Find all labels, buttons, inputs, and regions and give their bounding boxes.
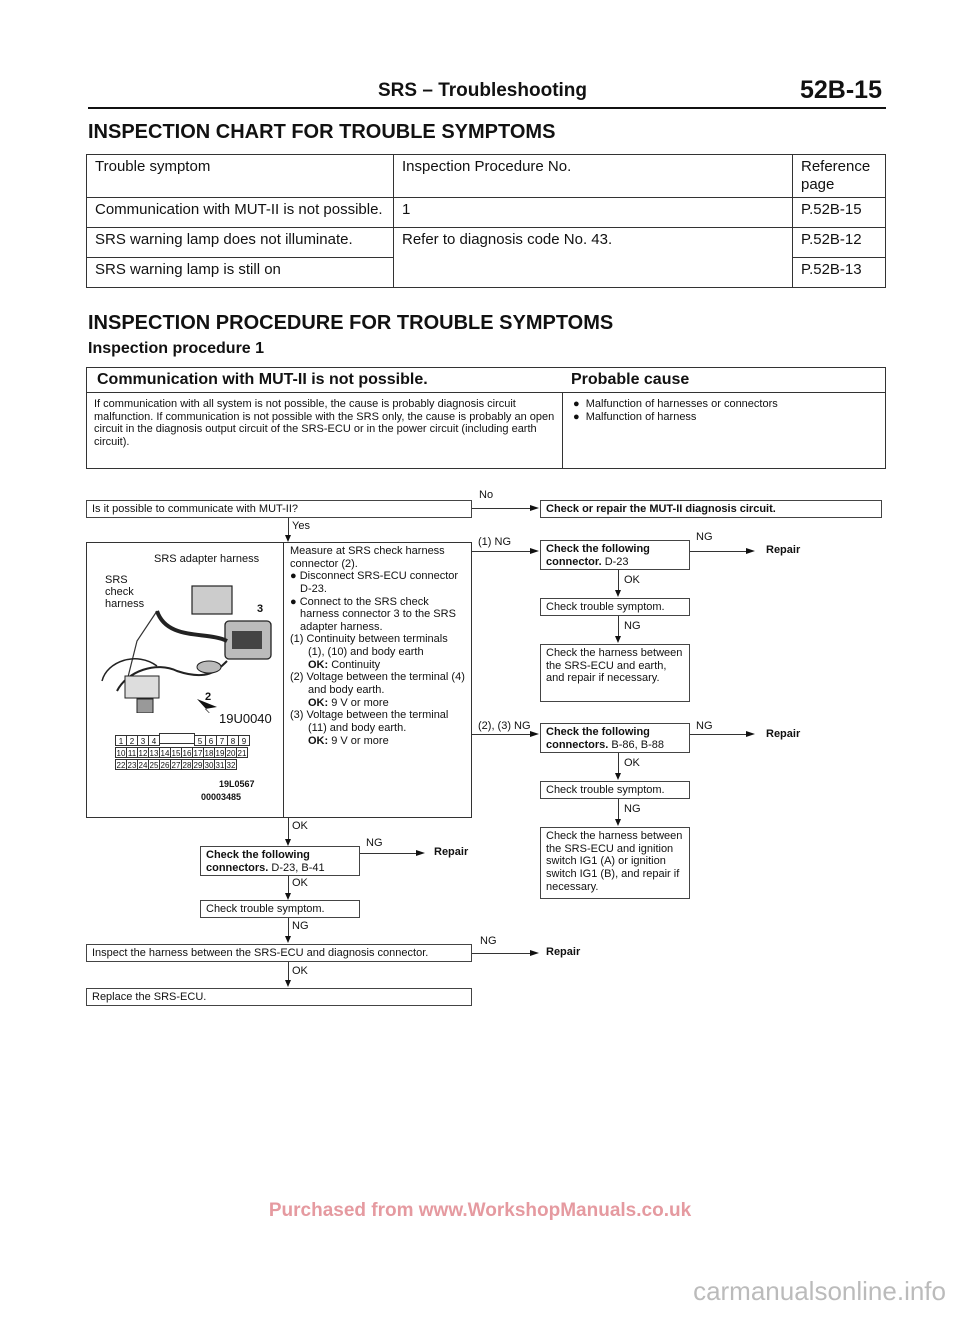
table-cell: Refer to diagnosis code No. 43.	[394, 228, 793, 288]
check-trouble-symptom: Check trouble symptom.	[540, 598, 690, 616]
connector-line	[618, 616, 619, 637]
figure-label-check: SRS check harness	[105, 574, 145, 611]
divider	[562, 392, 563, 468]
inspect-harness-diagnosis: Inspect the harness between the SRS-ECU and diagnosis connector.	[86, 944, 472, 962]
pin: 19	[215, 749, 225, 758]
replace-srs-ecu: Replace the SRS-ECU.	[86, 988, 472, 1006]
arrow-down-icon	[285, 980, 291, 987]
label-ng-1: (1) NG	[478, 536, 511, 548]
pin: 4	[148, 735, 160, 746]
label-ng: NG	[480, 935, 497, 947]
arrow-right-icon	[746, 548, 755, 554]
pin: 18	[204, 749, 214, 758]
connector-line	[288, 876, 289, 894]
check-connector-d23: Check the following connector. D-23	[540, 540, 690, 570]
check-connectors-b86-b88: Check the following connectors. B-86, B-88	[540, 723, 690, 753]
procedure-box	[86, 367, 886, 469]
label-ok: OK	[292, 820, 308, 832]
pin: 27	[171, 761, 181, 770]
section-title: SRS – Troubleshooting	[378, 80, 588, 101]
connector-pin-row-3	[115, 755, 236, 773]
step-check: (1) Continuity between terminals (1), (10) and body earth	[290, 633, 448, 659]
connector-line	[472, 734, 530, 735]
label-ng: NG	[696, 531, 713, 543]
figure-label-2: 2	[205, 691, 212, 703]
repair-label: Repair	[546, 946, 581, 958]
header-rule	[88, 107, 886, 109]
connector-line	[360, 853, 416, 854]
table-cell: SRS warning lamp is still on	[87, 258, 394, 288]
check-connectors-d23-b41: Check the following connectors. D-23, B-41	[200, 846, 360, 876]
footer-link[interactable]: Purchased from www.WorkshopManuals.co.uk	[268, 1200, 692, 1221]
divider	[283, 543, 284, 817]
arrow-down-icon	[285, 936, 291, 943]
pin: 22	[116, 761, 126, 770]
pin: 11	[127, 749, 137, 758]
step-ok: OK: Continuity	[308, 658, 381, 671]
pin: 24	[138, 761, 148, 770]
repair-label: Repair	[766, 728, 801, 740]
step-check: (2) Voltage between the terminal (4) and body earth.	[290, 671, 465, 697]
pin: 14	[160, 749, 170, 758]
table-cell: P.52B-15	[793, 198, 886, 228]
check-trouble-symptom: Check trouble symptom.	[540, 781, 690, 799]
pin: 21	[237, 749, 247, 758]
harness-illustration	[97, 581, 277, 713]
check-harness-ignition: Check the harness between the SRS-ECU and ignition switch IG1 (A) or ignition switch IG1 (B), and repair if necessary.	[540, 827, 690, 899]
step-bullet: ● Disconnect SRS-ECU connector D-23.	[290, 570, 459, 595]
pin: 5	[194, 735, 206, 746]
table-cell: P.52B-12	[793, 228, 886, 258]
pin: 29	[193, 761, 203, 770]
connector-line	[288, 962, 289, 981]
figure-code: 00003485	[201, 792, 242, 802]
pin: 3	[137, 735, 149, 746]
table-cell: Communication with MUT-II is not possible.	[87, 198, 394, 228]
pin: 8	[227, 735, 239, 746]
procedure-title: Communication with MUT-II is not possible.	[97, 371, 428, 388]
pin: 16	[182, 749, 192, 758]
connector-line	[618, 753, 619, 774]
pin: 26	[160, 761, 170, 770]
pin: 23	[127, 761, 137, 770]
arrow-down-icon	[285, 839, 291, 846]
pin: 10	[116, 749, 126, 758]
label-ok: OK	[292, 877, 308, 889]
connector-line	[288, 518, 289, 536]
connector-line	[288, 918, 289, 937]
page-number: 52B-15	[800, 76, 882, 104]
pin: 20	[226, 749, 236, 758]
figure-label-adapter: SRS adapter harness	[154, 553, 260, 565]
label-ng: NG	[624, 803, 641, 815]
arrow-right-icon	[530, 950, 539, 956]
step-check: (3) Voltage between the terminal (11) and body earth.	[290, 709, 449, 734]
pin: 32	[226, 761, 236, 770]
probable-cause-list	[573, 398, 873, 423]
table-cell: SRS warning lamp does not illuminate.	[87, 228, 394, 258]
connector-line	[690, 551, 746, 552]
flow-question-mut: Is it possible to communicate with MUT-II?	[86, 500, 472, 518]
label-yes: Yes	[292, 520, 310, 532]
arrow-down-icon	[285, 535, 291, 542]
label-ng: NG	[292, 920, 309, 932]
pin: 25	[149, 761, 159, 770]
procedure-description: If communication with all system is not possible, the cause is probably diagnosis circuit malfunction. If communication is not possible with the SRS only, the cause is probably an open circuit in the diagnosis output circuit of the SRS-ECU or in the power circuit (including earth circuit).	[94, 398, 555, 448]
list-item: ● Malfunction of harness	[573, 410, 697, 423]
arrow-down-icon	[615, 773, 621, 780]
step-bullet: ● Connect to the SRS check harness connector 3 to the SRS adapter harness.	[290, 595, 456, 633]
figure-code: 19L0567	[219, 779, 255, 789]
col-header-symptom: Trouble symptom	[87, 155, 394, 198]
trouble-symptom-table	[86, 154, 886, 288]
step-intro: Measure at SRS check harness connector (2).	[290, 545, 445, 570]
arrow-right-icon	[530, 548, 539, 554]
pin: 31	[215, 761, 225, 770]
repair-label: Repair	[434, 846, 469, 858]
measurement-steps	[290, 545, 466, 747]
step-ok: OK: 9 V or more	[308, 734, 389, 747]
pin: 15	[171, 749, 181, 758]
arrow-down-icon	[285, 893, 291, 900]
pin: 17	[193, 749, 203, 758]
col-header-reference: Reference page	[793, 155, 886, 198]
check-trouble-symptom: Check trouble symptom.	[200, 900, 360, 918]
col-header-procedure: Inspection Procedure No.	[394, 155, 793, 198]
figure-code: 19U0040	[219, 711, 272, 726]
arrow-down-icon	[615, 819, 621, 826]
pin: 9	[238, 735, 250, 746]
label-ok: OK	[624, 757, 640, 769]
check-mut-circuit: Check or repair the MUT-II diagnosis circuit.	[540, 500, 882, 518]
label-ng: NG	[696, 720, 713, 732]
chart-heading: INSPECTION CHART FOR TROUBLE SYMPTOMS	[88, 121, 556, 143]
arrow-right-icon	[530, 731, 539, 737]
connector-line	[618, 799, 619, 820]
connector-line	[472, 953, 530, 954]
repair-label: Repair	[766, 544, 801, 556]
connector-line	[288, 818, 289, 840]
connector-line	[618, 570, 619, 591]
label-ng: NG	[624, 620, 641, 632]
arrow-right-icon	[746, 731, 755, 737]
label-ok: OK	[292, 965, 308, 977]
list-item: ● Malfunction of harnesses or connectors	[573, 398, 778, 410]
label-no: No	[479, 489, 494, 501]
measurement-box	[86, 542, 472, 818]
table-cell: 1	[394, 198, 793, 228]
pin: 6	[205, 735, 217, 746]
pin: 7	[216, 735, 228, 746]
arrow-right-icon	[416, 850, 425, 856]
pin: 12	[138, 749, 148, 758]
step-ok: OK: 9 V or more	[308, 696, 389, 709]
arrow-right-icon	[530, 505, 539, 511]
connector-line	[690, 734, 746, 735]
figure-label-3: 3	[257, 603, 264, 615]
label-ng: NG	[366, 837, 383, 849]
arrow-down-icon	[615, 636, 621, 643]
arrow-down-icon	[615, 590, 621, 597]
pin: 2	[126, 735, 138, 746]
pin: 13	[149, 749, 159, 758]
table-cell: P.52B-13	[793, 258, 886, 288]
pin: 1	[115, 735, 127, 746]
label-ng-2-3: (2), (3) NG	[478, 720, 531, 732]
label-ok: OK	[624, 574, 640, 586]
pin: 28	[182, 761, 192, 770]
pin: 30	[204, 761, 214, 770]
procedure-subheading: Inspection procedure 1	[88, 340, 265, 357]
watermark: carmanualsonline.info	[693, 1276, 946, 1306]
probable-cause-title: Probable cause	[571, 371, 690, 388]
divider	[87, 392, 885, 393]
check-harness-earth: Check the harness between the SRS-ECU and earth, and repair if necessary.	[540, 644, 690, 702]
connector-line	[472, 551, 530, 552]
procedure-heading: INSPECTION PROCEDURE FOR TROUBLE SYMPTOMS	[88, 312, 614, 334]
connector-line	[472, 508, 530, 509]
